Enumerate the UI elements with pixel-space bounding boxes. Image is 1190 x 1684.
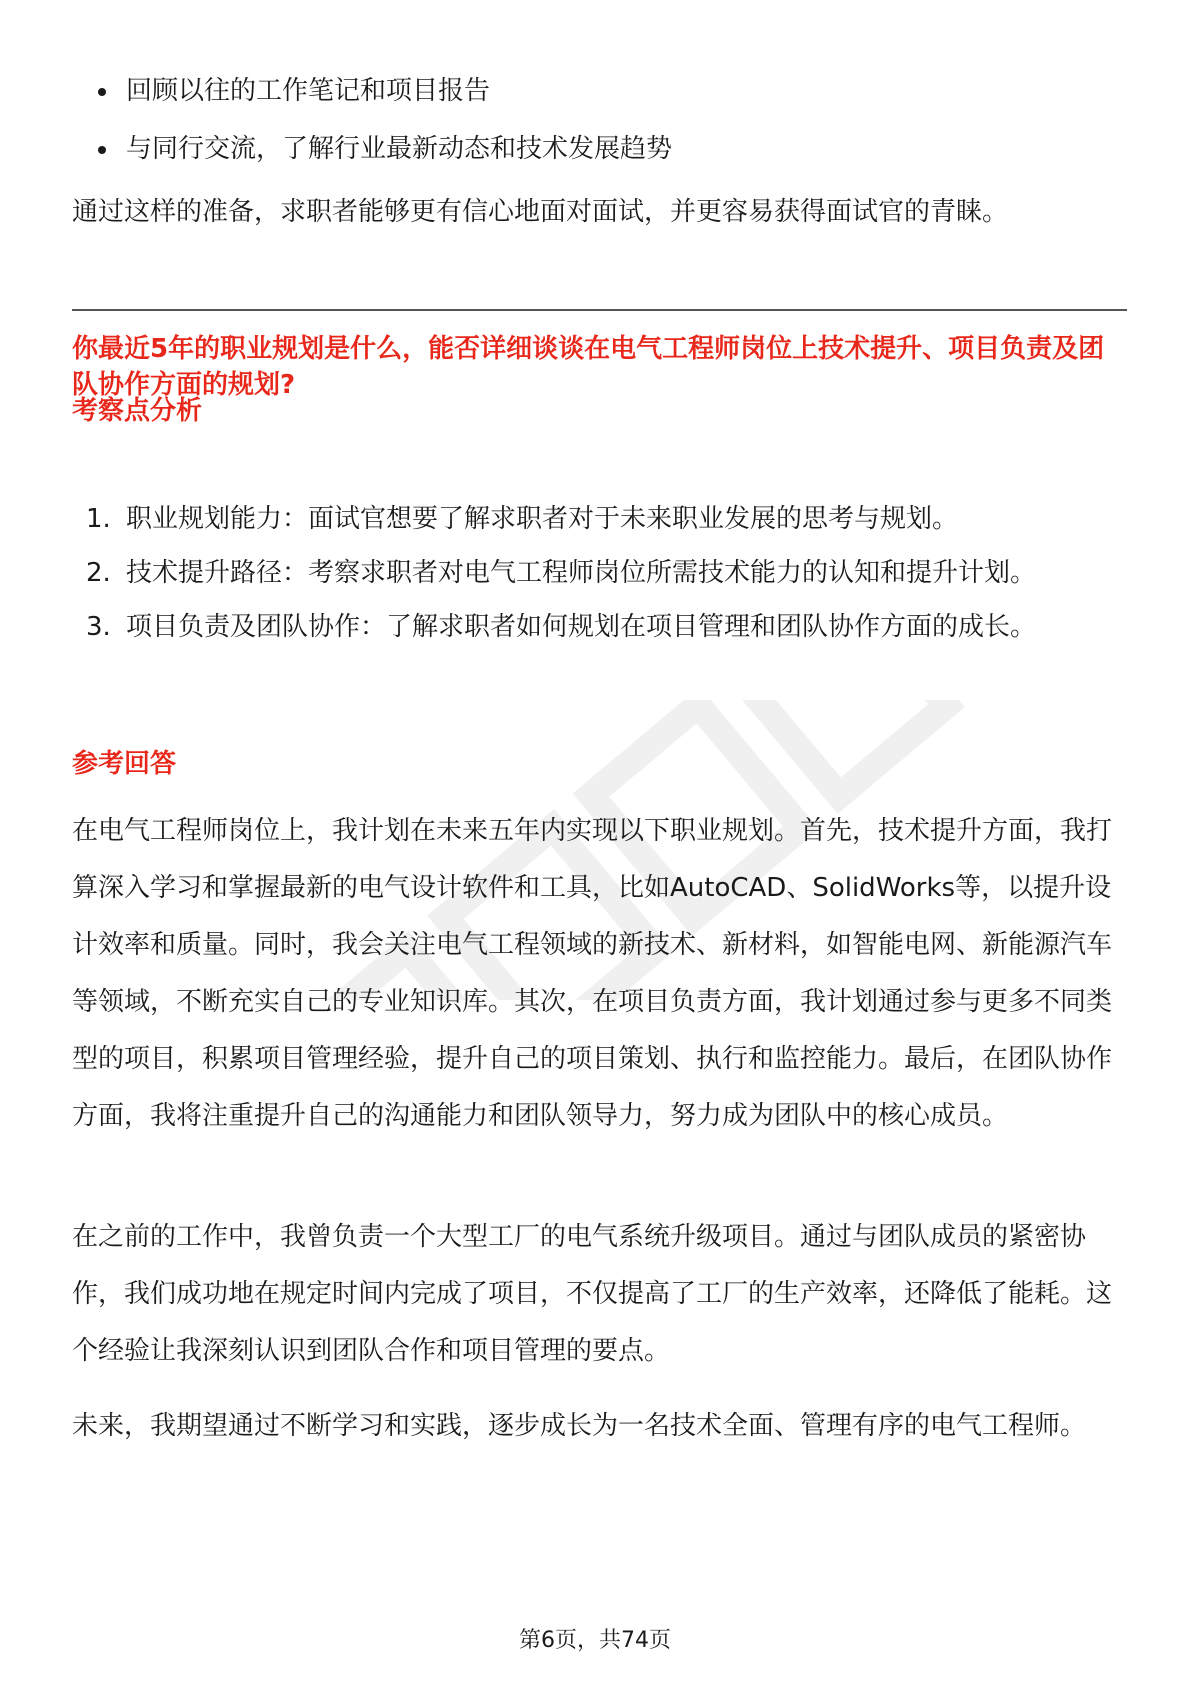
list-number: 2. bbox=[86, 558, 111, 588]
list-number: 1. bbox=[86, 504, 111, 534]
list-number: 3. bbox=[86, 612, 111, 642]
list-item bbox=[72, 599, 1127, 656]
answer-paragraph: 在之前的工作中，我曾负责一个大型工厂的电气系统升级项目。通过与团队成员的紧密协作，我们成功地在规定时间内完成了项目，不仅提高了工厂的生产效率，还降低了能耗。这个经验让我深刻认识到团队合作和项目管理的要点。 bbox=[72, 1222, 1113, 1366]
list-item bbox=[72, 545, 1127, 602]
answer-paragraph: 未来，我期望通过不断学习和实践，逐步成长为一名技术全面、管理有序的电气工程师。 bbox=[72, 1411, 1087, 1441]
page-footer: 第6页，共74页 bbox=[519, 1628, 671, 1653]
section-divider bbox=[72, 309, 1127, 311]
list-item: 回顾以往的工作笔记和项目报告 bbox=[72, 62, 672, 120]
analysis-heading: 考察点分析 bbox=[72, 396, 203, 426]
answer-paragraph: 在电气工程师岗位上，我计划在未来五年内实现以下职业规划。首先，技术提升方面，我打算深入学习和掌握最新的电气设计软件和工具，比如AutoCAD、SolidWorks等，以提升设计效率和质量。同时，我会关注电气工程领域的新技术、新材料，如智能电网、新能源汽车等领域，不断充实自己的专业知识库。其次，在项目负责方面，我计划通过参与更多不同类型的项目，积累项目管理经验，提升自己的项目策划、执行和监控能力。最后，在团队协作方面，我将注重提升自己的沟通能力和团队领导力，努力成为团队中的核心成员。 bbox=[72, 816, 1113, 1131]
answer-heading: 参考回答 bbox=[72, 749, 177, 779]
analysis-list bbox=[72, 491, 1127, 656]
list-text: 职业规划能力：面试官想要了解求职者对于未来职业发展的思考与规划。 bbox=[126, 504, 959, 534]
list-item: 与同行交流，了解行业最新动态和技术发展趋势 bbox=[72, 120, 672, 178]
conclusion-paragraph: 通过这样的准备，求职者能够更有信心地面对面试，并更容易获得面试官的青睐。 bbox=[72, 197, 1009, 227]
list-text: 项目负责及团队协作：了解求职者如何规划在项目管理和团队协作方面的成长。 bbox=[126, 612, 1037, 642]
top-bullet-list bbox=[72, 62, 672, 178]
list-text: 技术提升路径：考察求职者对电气工程师岗位所需技术能力的认知和提升计划。 bbox=[126, 558, 1037, 588]
question-title: 你最近5年的职业规划是什么，能否详细谈谈在电气工程师岗位上技术提升、项目负责及团队协作方面的规划? bbox=[72, 334, 1105, 400]
list-item bbox=[72, 491, 1127, 548]
